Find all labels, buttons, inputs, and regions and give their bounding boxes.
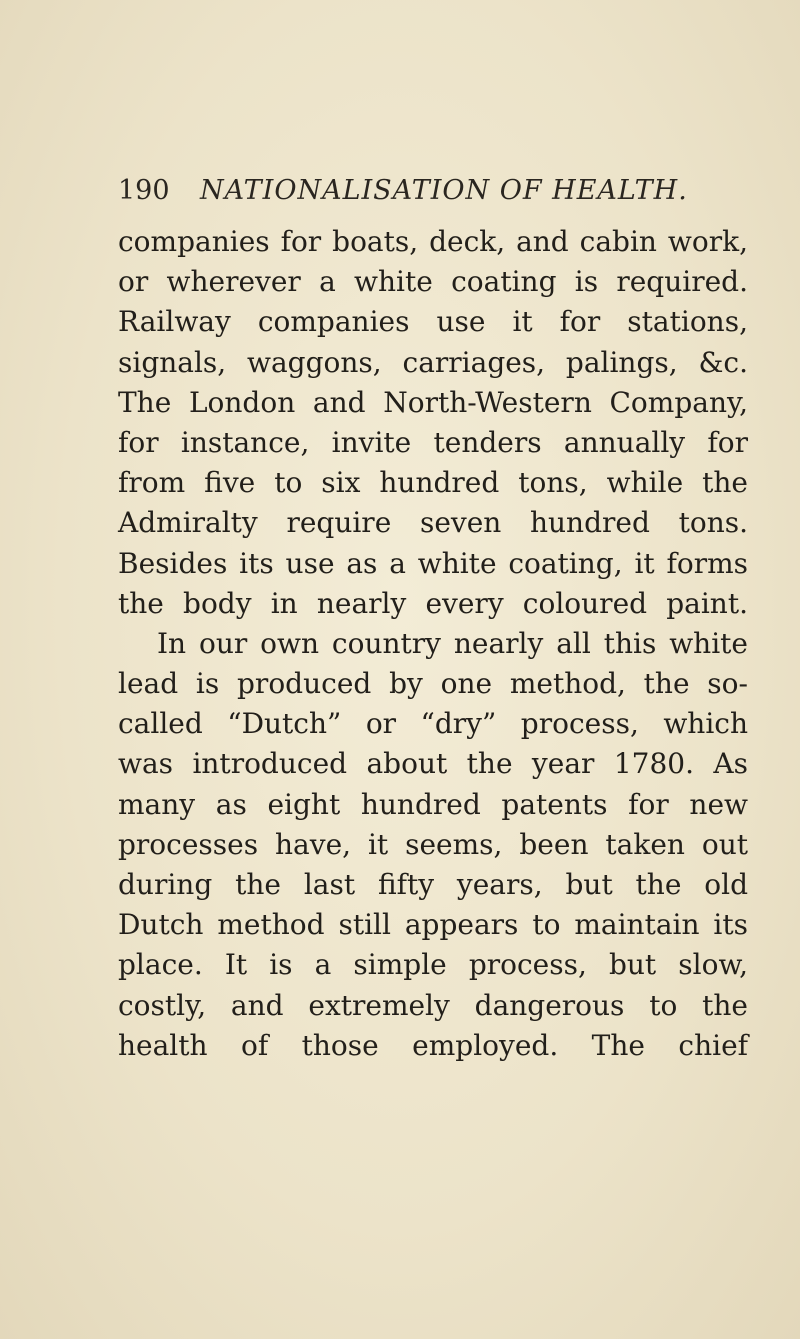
text-line: processes have, it seems, been taken out: [118, 827, 748, 861]
text-line: Railway companies use it for stations,: [118, 305, 748, 339]
running-title: NATIONALISATION OF HEALTH.: [200, 175, 688, 206]
page-number: 190: [118, 175, 170, 206]
text-line: from five to six hundred tons, while the: [118, 466, 748, 500]
text-line: or wherever a white coating is required.: [118, 265, 748, 299]
text-line: In our own country nearly all this white: [157, 626, 748, 660]
text-line: companies for boats, deck, and cabin work,: [118, 225, 748, 258]
text-line: lead is produced by one method, the so-: [118, 667, 748, 701]
text-line: costly, and extremely dangerous to the: [118, 988, 748, 1022]
text-line: for instance, invite tenders annually for: [118, 425, 748, 459]
text-line: was introduced about the year 1780. As: [118, 747, 748, 781]
body-text: [118, 222, 748, 1066]
text-line: Dutch method still appears to maintain its: [118, 908, 748, 942]
text-line: the body in nearly every coloured paint.: [118, 586, 748, 620]
running-head: [118, 174, 738, 208]
text-line: during the last fifty years, but the old: [118, 868, 748, 901]
text-line: signals, waggons, carriages, palings, &c.: [118, 345, 748, 379]
text-line: Besides its use as a white coating, it forms: [118, 546, 748, 580]
text-line: place. It is a simple process, but slow,: [118, 948, 748, 982]
text-line: many as eight hundred patents for new: [118, 787, 748, 821]
text-line: health of those employed. The chief: [118, 1028, 748, 1062]
text-line: Admiralty require seven hundred tons.: [118, 506, 748, 540]
text-line: called “Dutch” or “dry” process, which: [118, 707, 748, 741]
text-line: The London and North-Western Company,: [118, 385, 748, 419]
